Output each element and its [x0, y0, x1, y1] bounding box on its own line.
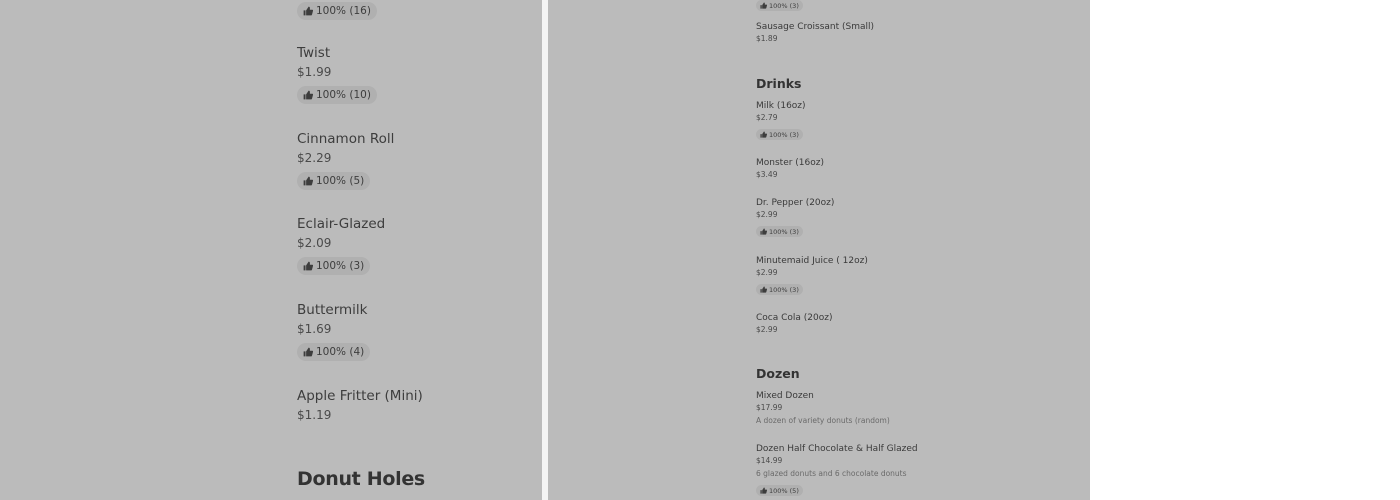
item-price: $17.99 [756, 403, 783, 412]
menu-item[interactable] [297, 387, 423, 423]
section-title-drinks: Drinks [756, 76, 802, 91]
item-price: $2.79 [756, 113, 778, 122]
section-title: Donut Holes [297, 468, 425, 490]
menu-item[interactable] [297, 215, 385, 275]
item-name: Dozen Half Chocolate & Half Glazed [756, 444, 918, 454]
item-price: $3.49 [756, 170, 778, 179]
thumbs-up-icon [760, 2, 767, 9]
rating-badge: 100% (5) [297, 172, 370, 190]
item-price: $2.99 [756, 325, 778, 334]
rating-badge: 100% (5) [756, 485, 803, 496]
item-name: Eclair-Glazed [297, 216, 386, 232]
menu-item[interactable] [297, 44, 377, 104]
thumbs-up-icon [303, 261, 313, 271]
item-name: Sausage Croissant (Small) [756, 22, 875, 32]
rating-badge: 100% (3) [756, 129, 803, 140]
rating-badge: 100% (3) [756, 226, 803, 237]
item-name: Dr. Pepper (20oz) [756, 198, 835, 208]
thumbs-up-icon [303, 176, 313, 186]
menu-panel-left [0, 0, 542, 500]
rating-badge: 100% (16) [297, 2, 377, 20]
menu-item[interactable] [756, 443, 918, 498]
thumbs-up-icon [760, 228, 767, 235]
thumbs-up-icon [303, 90, 313, 100]
thumbs-up-icon [303, 6, 313, 16]
menu-item[interactable] [756, 21, 874, 44]
item-price: $2.99 [756, 268, 778, 277]
thumbs-up-icon [760, 131, 767, 138]
rating-badge: 100% (3) [756, 284, 803, 295]
menu-item[interactable] [756, 100, 806, 142]
menu-item-top-partial[interactable] [297, 1, 377, 20]
item-name: Twist [297, 45, 331, 61]
item-price: $14.99 [756, 456, 783, 465]
item-name: Minutemaid Juice ( 12oz) [756, 256, 868, 266]
menu-item[interactable] [756, 312, 833, 335]
item-description: 6 glazed donuts and 6 chocolate donuts [756, 469, 907, 478]
thumbs-up-icon [303, 347, 313, 357]
item-price: $2.29 [297, 151, 332, 165]
menu-item[interactable] [297, 130, 394, 190]
item-name: Mixed Dozen [756, 391, 814, 401]
item-price: $2.99 [756, 210, 778, 219]
rating-badge: 100% (10) [297, 86, 377, 104]
item-name: Milk (16oz) [756, 101, 806, 111]
thumbs-up-icon [760, 286, 767, 293]
rating-badge: 100% (3) [756, 0, 803, 11]
item-description: A dozen of variety donuts (random) [756, 416, 890, 425]
menu-item[interactable] [756, 255, 868, 297]
item-name: Buttermilk [297, 302, 368, 318]
item-price: $2.09 [297, 236, 332, 250]
menu-item[interactable] [297, 301, 370, 361]
item-name: Cinnamon Roll [297, 131, 395, 147]
menu-item[interactable] [756, 157, 824, 180]
item-name: Monster (16oz) [756, 158, 824, 168]
item-name: Coca Cola (20oz) [756, 313, 833, 323]
menu-item[interactable] [756, 197, 834, 239]
item-price: $1.89 [756, 34, 778, 43]
rating-badge: 100% (4) [297, 343, 370, 361]
item-price: $1.99 [297, 65, 332, 79]
item-price: $1.19 [297, 408, 332, 422]
thumbs-up-icon [760, 487, 767, 494]
rating-badge: 100% (3) [297, 257, 370, 275]
item-name: Apple Fritter (Mini) [297, 388, 423, 404]
menu-item-top-partial[interactable] [756, 0, 803, 13]
menu-item[interactable] [756, 390, 890, 426]
item-price: $1.69 [297, 322, 332, 336]
section-title-dozen: Dozen [756, 366, 800, 381]
